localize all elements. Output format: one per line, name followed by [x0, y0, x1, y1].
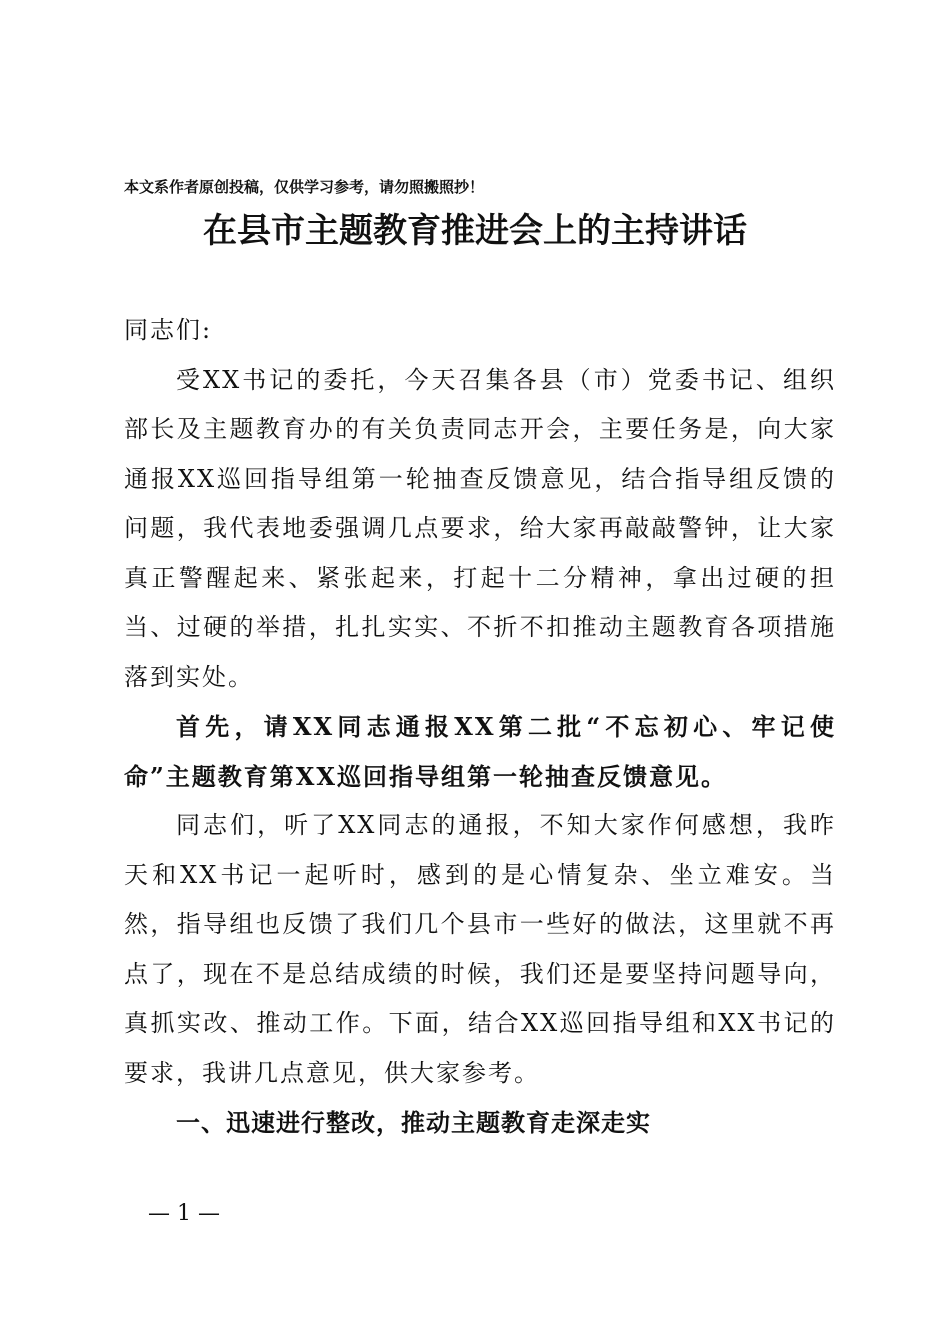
document-body: [124, 306, 836, 1149]
page-number: — 1 —: [148, 1201, 220, 1226]
paragraph-remarks: 同志们，听了XX同志的通报，不知大家作何感想，我昨天和XX书记一起听时，感到的是心情复杂、坐立难安。当然，指导组也反馈了我们几个县市一些好的做法，这里就不再点了，现在不是总结成绩的时候，我们还是要坚持问题导向，真抓实改、推动工作。下面，结合XX巡回指导组和XX书记的要求，我讲几点意见，供大家参考。: [124, 811, 836, 1087]
salutation: 同志们:: [124, 316, 213, 344]
page-title: 在县市主题教育推进会上的主持讲话: [203, 211, 747, 251]
paragraph-intro: 受XX书记的委托，今天召集各县（市）党委书记、组织部长及主题教育办的有关负责同志开会，主要任务是，向大家通报XX巡回指导组第一轮抽查反馈意见，结合指导组反馈的问题，我代表地委强调几点要求，给大家再敲敲警钟，让大家真正警醒起来、紧张起来，打起十二分精神，拿出过硬的担当、过硬的举措，扎扎实实、不折不扣推动主题教育各项措施落到实处。: [124, 365, 836, 691]
author-notice: 本文系作者原创投稿，仅供学习参考，请勿照搬照抄！: [124, 178, 485, 196]
paragraph-first-item: 首先，请XX同志通报XX第二批“不忘初心、牢记使命”主题教育第XX巡回指导组第一轮抽查反馈意见。: [124, 712, 836, 791]
section-heading: 一、迅速进行整改，推动主题教育走深走实: [176, 1109, 651, 1137]
